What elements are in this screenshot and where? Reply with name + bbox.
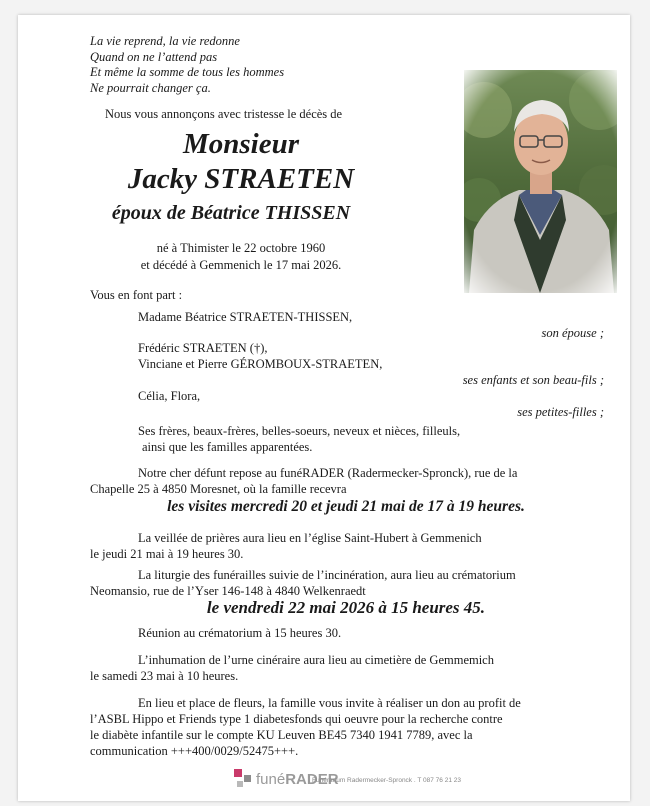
portrait-illustration (464, 70, 617, 293)
children-role: ses enfants et son beau-fils ; (462, 373, 604, 387)
birth-line: né à Thimister le 22 octobre 1960 (156, 241, 326, 255)
meeting-note: Réunion au crématorium à 15 heures 30. (138, 626, 342, 640)
funeral-line: La liturgie des funérailles suivie de l’incinération, aura lieu au crématorium (138, 568, 516, 582)
other-relatives: ainsi que les familles apparentées. (142, 440, 313, 454)
funeral-datetime: le vendredi 22 mai 2026 à 15 heures 45. (206, 598, 486, 617)
birth-death-dates (78, 240, 404, 274)
poem (90, 34, 284, 96)
logo-square (244, 775, 251, 782)
funeral-home-contact: Funérarium Radermecker-Spronck . T 087 76 21 23 (312, 777, 461, 784)
funeral-home-footer (234, 769, 474, 793)
poem-line: La vie reprend, la vie redonne (90, 34, 240, 48)
prayer-line: le jeudi 21 mai à 19 heures 30. (90, 547, 244, 561)
logo-square (234, 769, 242, 777)
obituary-card (18, 15, 630, 801)
donation-line: l’ASBL Hippo et Friends type 1 diabetesfonds qui oeuvre pour la recherche contre (90, 712, 503, 726)
poem-line: Ne pourrait changer ça. (90, 80, 211, 95)
deceased-name: Jacky STRAETEN (127, 163, 355, 195)
grandchildren-role: ses petites-filles ; (517, 405, 604, 419)
donation-line: En lieu et place de fleurs, la famille vous invite à réaliser un don au profit de (138, 696, 521, 710)
inhumation-paragraph (90, 652, 602, 684)
child-name: Vinciane et Pierre GÉROMBOUX-STRAETEN, (138, 357, 383, 371)
family-heading: Vous en font part : (90, 288, 183, 302)
inhumation-line: le samedi 23 mai à 10 heures. (90, 669, 239, 683)
spouse-role: son épouse ; (541, 326, 604, 340)
donation-line: le diabète infantile sur le compte KU Leuven BE45 7340 1941 7789, avec la (90, 728, 473, 742)
portrait-photo (464, 70, 617, 293)
grandchildren-names: Célia, Flora, (138, 389, 201, 403)
honorific: Monsieur (182, 128, 300, 160)
funeral-line: Neomansio, rue de l’Yser 146-148 à 4840 Welkenraedt (90, 584, 366, 598)
spouse-name: Madame Béatrice STRAETEN-THISSEN, (138, 310, 353, 324)
logo-brand: RADER (285, 771, 339, 788)
funeral-paragraph (90, 567, 602, 599)
logo-prefix: funé (256, 771, 286, 788)
rest-paragraph (90, 465, 602, 497)
spouse-line: époux de Béatrice THISSEN (111, 202, 351, 224)
poem-line: Quand on ne l’attend pas (90, 49, 218, 64)
funerader-logo-icon (234, 769, 254, 791)
announcement-intro: Nous vous annonçons avec tristesse le décès de (105, 107, 343, 121)
logo-square (237, 781, 243, 787)
inhumation-line: L’inhumation de l’urne cinéraire aura lieu au cimetière de Gemmemich (138, 653, 494, 667)
death-line: et décédé à Gemmenich le 17 mai 2026. (140, 258, 342, 272)
prayer-line: La veillée de prières aura lieu en l’église Saint-Hubert à Gemmenich (138, 531, 482, 545)
prayer-paragraph (90, 530, 602, 562)
rest-line: Notre cher défunt repose au funéRADER (Radermecker-Spronck), rue de la (138, 466, 518, 480)
donation-line: communication +++400/0029/52475+++. (90, 744, 299, 758)
other-relatives: Ses frères, beaux-frères, belles-soeurs, neveux et nièces, filleuls, (138, 424, 461, 438)
donation-paragraph (90, 695, 602, 759)
visit-hours: les visites mercredi 20 et jeudi 21 mai de 17 à 19 heures. (167, 498, 525, 515)
rest-line: Chapelle 25 à 4850 Moresnet, où la famille recevra (90, 482, 347, 496)
poem-line: Et même la somme de tous les hommes (90, 65, 285, 79)
child-name: Frédéric STRAETEN (†), (138, 341, 268, 355)
